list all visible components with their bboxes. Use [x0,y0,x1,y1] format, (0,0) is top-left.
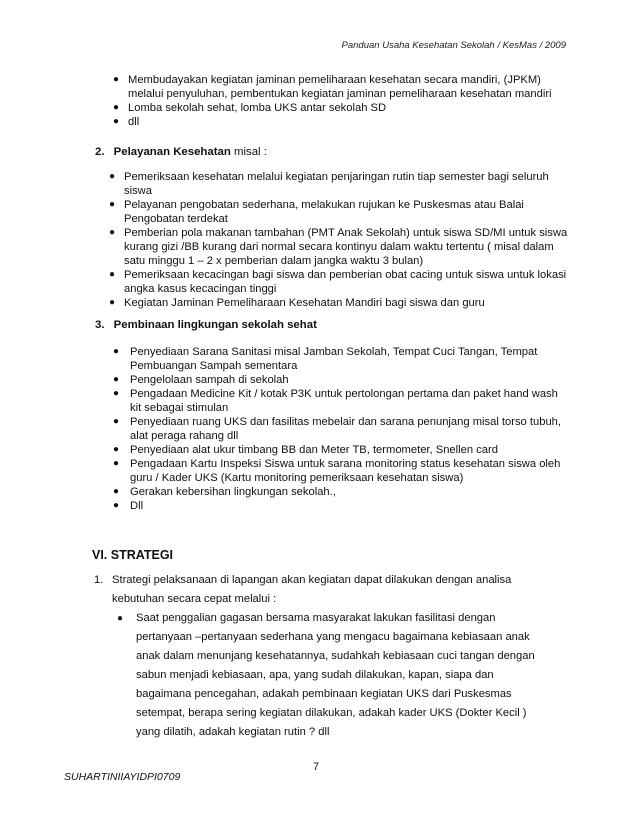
section-title: VI. STRATEGI [92,548,174,562]
list-item [109,198,570,226]
list-item-text: Lomba sekolah sehat, lomba UKS antar sekolah SD [128,102,387,114]
list-item [113,101,568,115]
item-number: 2. [95,146,105,158]
bullet-icon: ● [113,500,120,511]
bullet-icon: ● [113,346,120,357]
list-item [113,457,570,485]
list-1 [0,73,638,129]
footer-author: SUHARTINIIAYIDPI0709 [64,771,181,783]
bullet-icon: ● [109,297,116,308]
list-item [113,73,568,101]
bullet-icon: ● [109,199,116,210]
bullet-icon: ● [109,227,116,238]
page-number: 7 [313,761,320,773]
list-item-text: Penyediaan Sarana Sanitasi misal Jamban Sekolah, Tempat Cuci Tangan, Tempat Pembuangan Sampah sementara [130,346,538,372]
strategy-bullet-text: Saat penggalian gagasan bersama masyarakat lakukan fasilitasi dengan pertanyaan –pertanyaan sederhana yang mengacu bagaimana kebiasaan anak anak dalam menunjang kesehatannya, sudahkah kebiasaan cuci tangan dengan sabun menjadi kebiasaan, apa, yang sudah dilakukan, kapan, siapa dan bagaimana pencegahan, adakah pembinaan kegiatan UKS dari Puskesmas setempat, berapa sering kegiatan dilakukan, adakah kader UKS (Dokter Kecil ) yang dilatih, adakah kegiatan rutin ? dll [136,612,535,738]
list-item [113,387,570,415]
bullet-icon: ● [113,416,120,427]
list-item-text: Pemberian pola makanan tambahan (PMT Anak Sekolah) untuk siswa SD/MI untuk siswa kurang gizi /BB kurang dari normal secara kontinyu dalam waktu tertentu ( misal dalam satu minggu 1 – 2 x pemberian dalam jangka waktu 3 bulan) [124,227,568,267]
list-item-text: Membudayakan kegiatan jaminan pemeliharaan kesehatan secara mandiri, (JPKM) melalui penyuluhan, pembentukan kegiatan jaminan pemeliharaan kesehatan mandiri [128,74,552,100]
list-3 [0,345,638,513]
list-item [113,499,570,513]
list-item [109,170,570,198]
list-item-text: Gerakan kebersihan lingkungan sekolah., [130,486,336,498]
list-item-text: dll [128,116,140,128]
bullet-icon: ● [113,458,120,469]
list-item-text: Pemeriksaan kesehatan melalui kegiatan penjaringan rutin tiap semester bagi seluruh siswa [124,171,549,197]
list-item [109,296,570,310]
item-title: Pelayanan Kesehatan [113,146,231,158]
bullet-icon: ● [109,269,116,280]
bullet-icon: ● [117,613,124,624]
item-title: Pembinaan lingkungan sekolah sehat [113,319,317,331]
strategy-number: 1. [94,574,104,586]
strategy-paragraph: Strategi pelaksanaan di lapangan akan kegiatan dapat dilakukan dengan analisa kebutuhan secara cepat melalui : [112,574,512,605]
list-item-text: Pemeriksaan kecacingan bagi siswa dan pemberian obat cacing untuk siswa untuk lokasi angka kasus kecacingan tinggi [124,269,567,295]
list-item [113,443,570,457]
bullet-icon: ● [113,116,120,127]
bullet-icon: ● [109,171,116,182]
page-header: Panduan Usaha Kesehatan Sekolah / KesMas / 2009 [341,40,566,51]
list-item [113,415,570,443]
list-item-text: Pelayanan pengobatan sederhana, melakukan rujukan ke Puskesmas atau Balai Pengobatan terdekat [124,199,524,225]
list-item [113,485,570,499]
list-item-text: Dll [130,500,144,512]
list-item-text: Pengelolaan sampah di sekolah [130,374,289,386]
list-item-text: Pengadaan Medicine Kit / kotak P3K untuk pertolongan pertama dan paket hand wash kit sebagai stimulan [130,388,558,414]
list-item-text: Penyediaan alat ukur timbang BB dan Meter TB, termometer, Snellen card [130,444,498,456]
item-number: 3. [95,319,105,331]
list-item [109,268,570,296]
list-item [113,373,570,387]
bullet-icon: ● [113,486,120,497]
list-item-text: Pengadaan Kartu Inspeksi Siswa untuk sarana monitoring status kesehatan siswa oleh guru / Kader UKS (Kartu monitoring pemeriksaan kesehatan siswa) [130,458,561,484]
bullet-icon: ● [113,374,120,385]
list-2 [0,170,638,310]
item-suffix: misal : [230,146,267,158]
list-item [113,115,568,129]
list-item [109,226,570,268]
item-3-heading [95,319,317,331]
bullet-icon: ● [113,102,120,113]
list-item-text: Penyediaan ruang UKS dan fasilitas mebelair dan sarana penunjang misal torso tubuh, alat peraga rahang dll [130,416,561,442]
list-item [113,345,570,373]
item-2-heading [95,146,267,158]
list-item-text: Kegiatan Jaminan Pemeliharaan Kesehatan Mandiri bagi siswa dan guru [124,297,485,309]
bullet-icon: ● [113,388,120,399]
bullet-icon: ● [113,74,120,85]
bullet-icon: ● [113,444,120,455]
